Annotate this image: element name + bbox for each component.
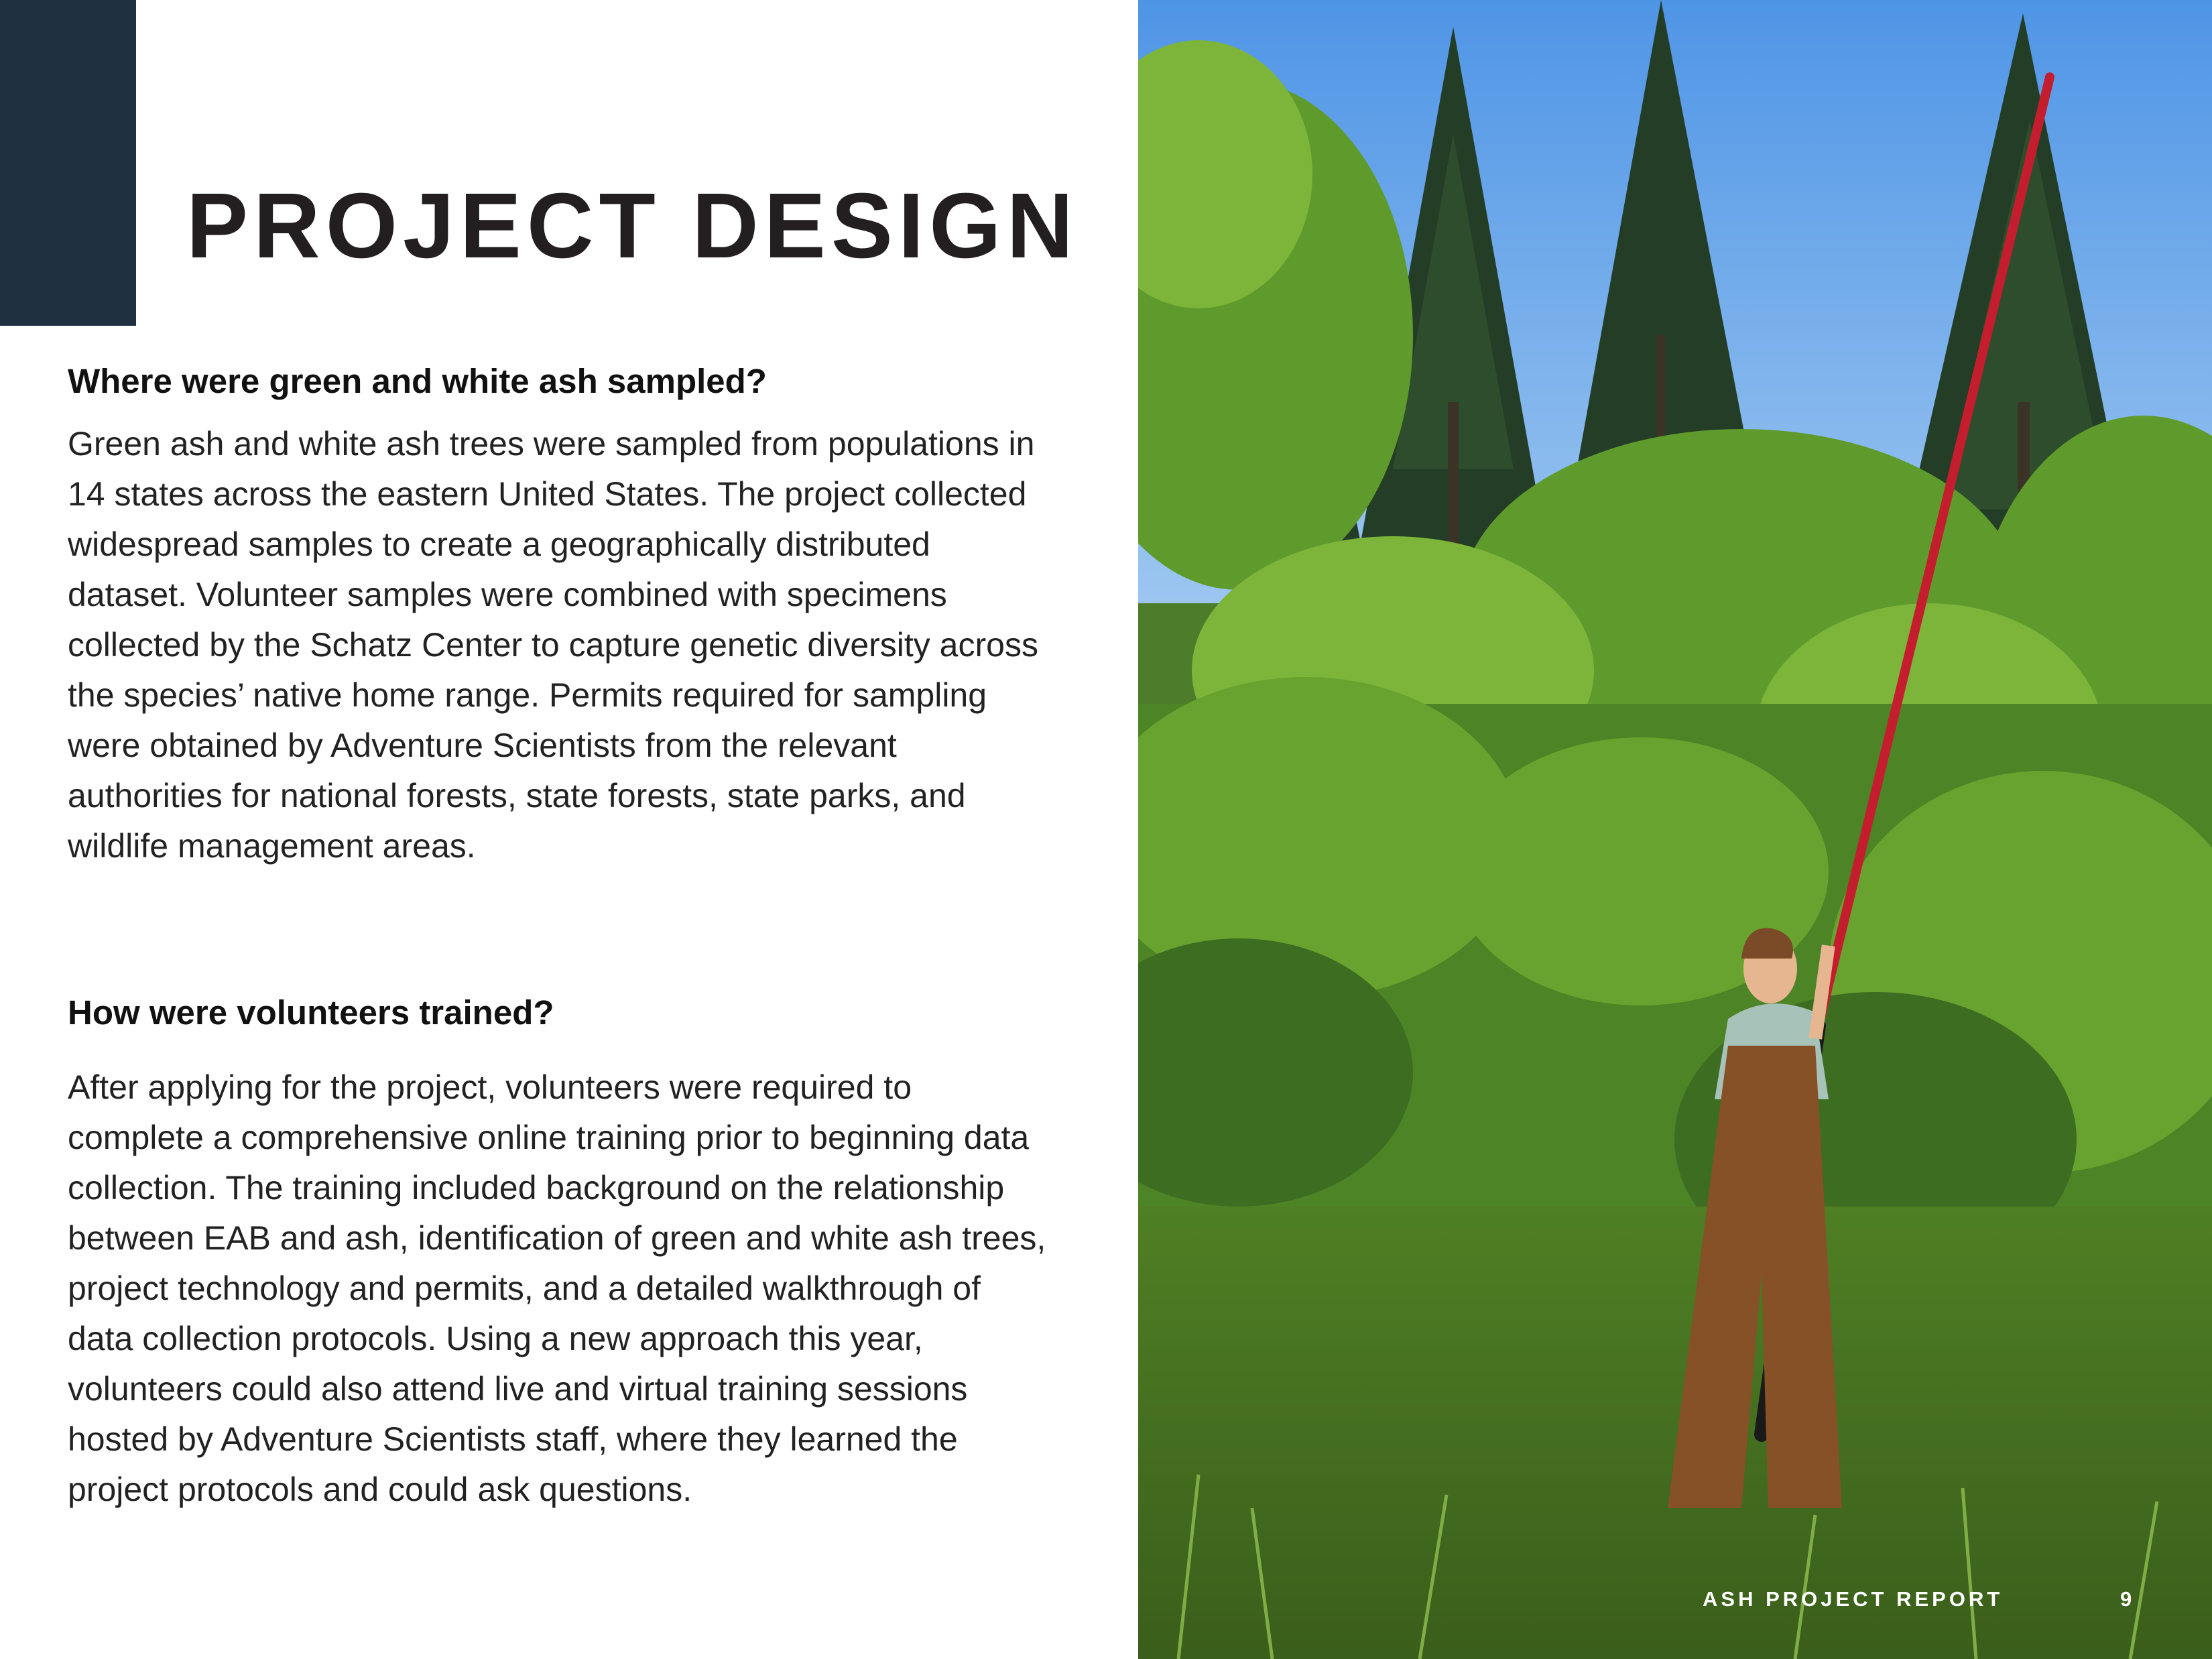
footer-report-label: ASH PROJECT REPORT <box>1703 1587 2004 1611</box>
page-title: PROJECT DESIGN <box>186 174 1079 278</box>
section-training <box>68 992 1046 1515</box>
section-heading: How were volunteers trained? <box>68 993 554 1032</box>
section-heading: Where were green and white ash sampled? <box>68 362 767 400</box>
page-number: 9 <box>2120 1587 2132 1611</box>
field-photo <box>1138 0 2212 1659</box>
accent-block <box>0 0 136 326</box>
section-body: Green ash and white ash trees were sampled from populations in 14 states across the eastern United States. The project collected widespread samples to create a geographically distributed dataset. Volunteer samples were combined with specimens collected by the Schatz Center to capture genetic diversity across the species’ native home range. Permits required for sampling were obtained by Adventure Scientists from the relevant authorities for national forests, state forests, state parks, and wildlife management areas. <box>68 425 1038 865</box>
section-body: After applying for the project, volunteers were required to complete a comprehensive online training prior to beginning data collection. The training included background on the relationship between EAB and ash, identification of green and white ash trees, project technology and permits, and a detailed walkthrough of data collection protocols. Using a new approach this year, volunteers could also attend live and virtual training sessions hosted by Adventure Scientists staff, where they learned the project protocols and could ask questions. <box>68 1068 1046 1509</box>
section-sampling <box>68 361 1046 871</box>
